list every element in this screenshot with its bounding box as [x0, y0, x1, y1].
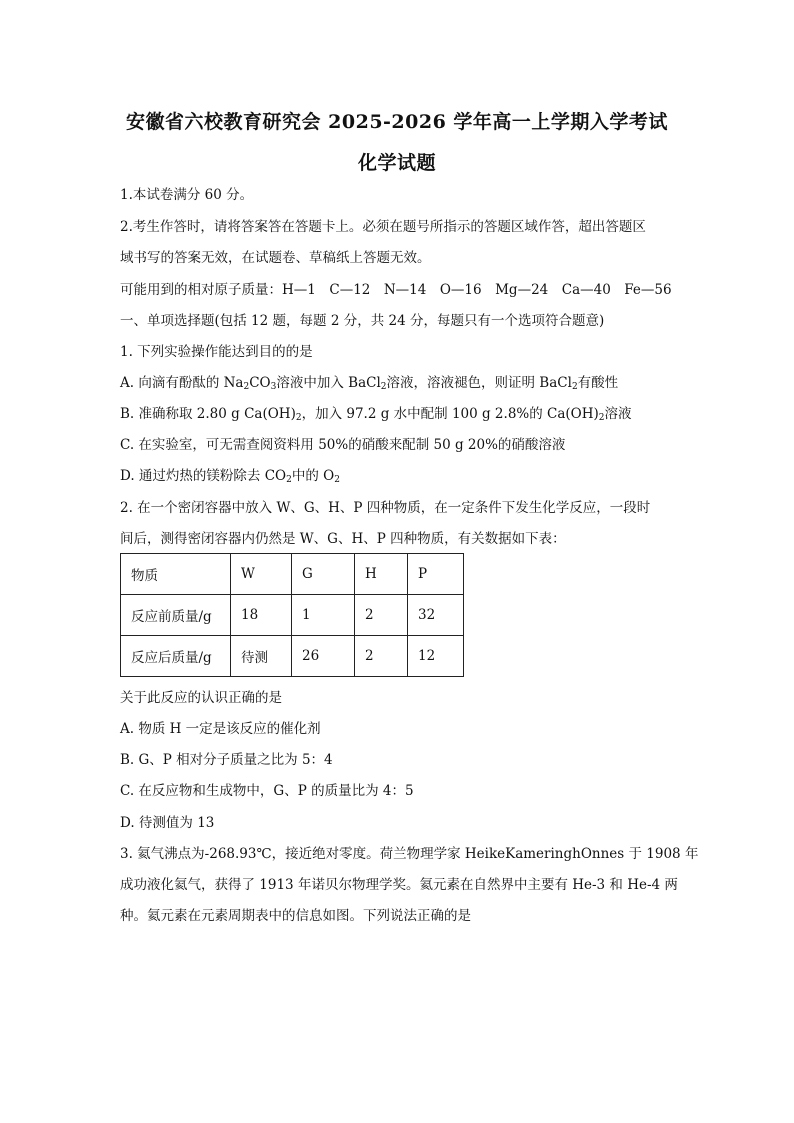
table-cell: 18: [231, 595, 292, 636]
note-answer-line2: 域书写的答案无效，在试题卷、草稿纸上答题无效。: [120, 250, 431, 266]
exam-title: 安徽省六校教育研究会 2025-2026 学年高一上学期入学考试: [126, 111, 668, 133]
q2-option-d: D. 待测值为 13: [120, 815, 215, 831]
q2-stem-line1: 2. 在一个密闭容器中放入 W、G、H、P 四种物质，在一定条件下发生化学反应，一段时: [120, 500, 651, 516]
q3-stem-line2: 成功液化氦气，获得了 1913 年诺贝尔物理学奖。氦元素在自然界中主要有 He-3 和 He-4 两: [120, 877, 678, 893]
table-row: [121, 595, 464, 636]
table-cell: 26: [292, 636, 355, 677]
q2-option-a: A. 物质 H 一定是该反应的催化剂: [120, 721, 321, 737]
table-cell: 32: [408, 595, 464, 636]
table-row: [121, 636, 464, 677]
table-cell: 12: [408, 636, 464, 677]
header-cell: G: [292, 554, 355, 595]
header-cell: P: [408, 554, 464, 595]
table-cell: 2: [355, 636, 408, 677]
q1-option-c: C. 在实验室，可无需查阅资料用 50%的硝酸来配制 50 g 20%的硝酸溶液: [120, 437, 566, 453]
table-cell: 反应前质量/g: [121, 595, 231, 636]
q2-option-b: B. G、P 相对分子质量之比为 5：4: [120, 752, 333, 768]
q1-option-b: B. 准确称取 2.80 g $Ca(OH)_2$，加入 97.2 g 水中配制 100 g 2.8%的 $Ca(OH)_2$溶液: [120, 406, 632, 423]
q2-question: 关于此反应的认识正确的是: [120, 690, 282, 706]
q1-stem: 1. 下列实验操作能达到目的的是: [120, 344, 313, 360]
q2-stem-line2: 间后，测得密闭容器内仍然是 W、G、H、P 四种物质，有关数据如下表：: [120, 531, 566, 547]
table-header-row: [121, 554, 464, 595]
q1-option-d: D. 通过灼热的镁粉除去 $CO_2$中的 $O_2$: [120, 468, 340, 485]
q1-option-a: A. 向滴有酚酞的 $Na_2CO_3$溶液中加入 BaCl$_2$溶液，溶液褪色，则证明 BaCl$_2$有酸性: [120, 375, 619, 392]
note-score: 1.本试卷满分 60 分。: [120, 187, 254, 203]
section-heading: 一、单项选择题(包括 12 题，每题 2 分，共 24 分，每题只有一个选项符合题意): [120, 313, 605, 329]
table-cell: 1: [292, 595, 355, 636]
mass-data-table: [120, 553, 464, 677]
header-cell: H: [355, 554, 408, 595]
table-cell: 待测: [231, 636, 292, 677]
table-cell: 2: [355, 595, 408, 636]
header-cell: 物质: [121, 554, 231, 595]
table-cell: 反应后质量/g: [121, 636, 231, 677]
note-answer-line1: 2.考生作答时，请将答案答在答题卡上。必须在题号所指示的答题区域作答，超出答题区: [120, 219, 646, 235]
q3-stem-line1: 3. 氦气沸点为-268.93℃，接近绝对零度。荷兰物理学家 HeikeKameringhOnnes 于 1908 年: [120, 846, 699, 862]
atomic-mass-note: 可能用到的相对原子质量：H—1 C—12 N—14 O—16 Mg—24 Ca—40 Fe—56: [120, 282, 672, 298]
q3-stem-line3: 种。氦元素在元素周期表中的信息如图。下列说法正确的是: [120, 908, 471, 924]
subject-title: 化学试题: [357, 152, 436, 174]
q2-option-c: C. 在反应物和生成物中，G、P 的质量比为 4：5: [120, 783, 414, 799]
header-cell: W: [231, 554, 292, 595]
